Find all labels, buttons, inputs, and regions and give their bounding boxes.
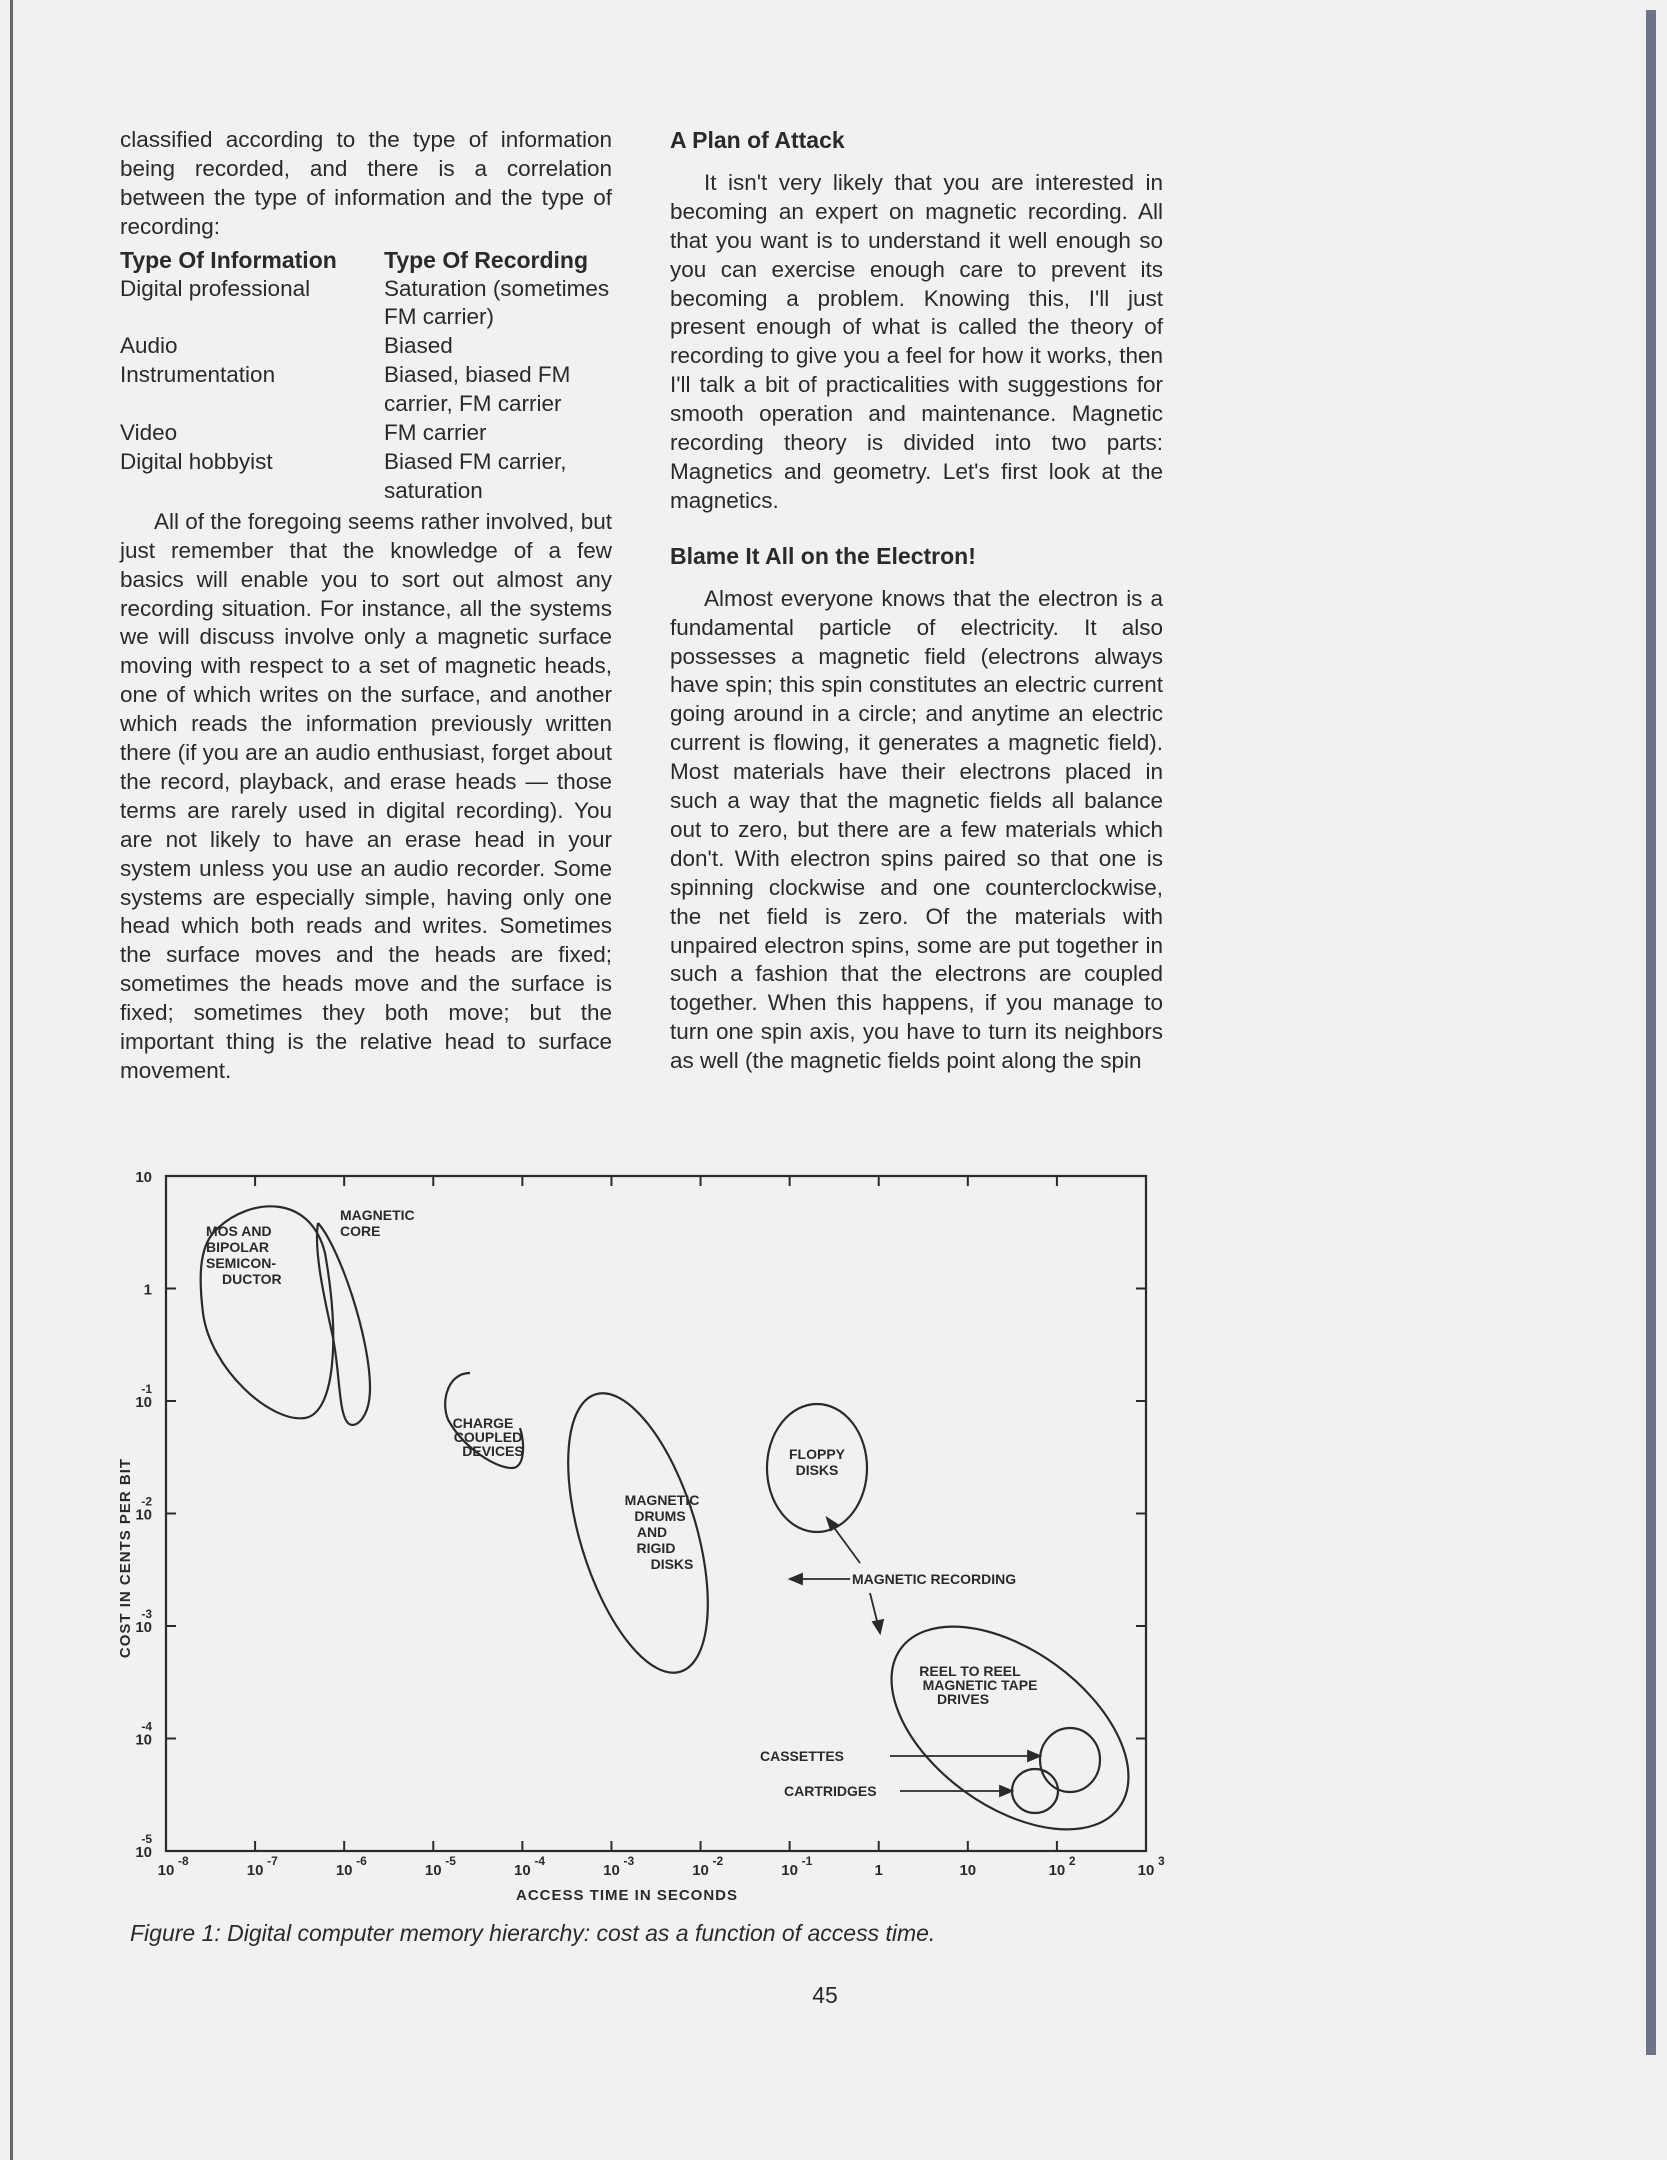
body-paragraph: It isn't very likely that you are interested in becoming an expert on magnetic recording. All that you want is to understand it well enough so you can exercise enough care to prevent its becoming a problem. Knowing this, I'll just present enough of what is called the theory of recording to give you a feel for how it works, then I'll talk a bit of practicalities with suggestions for smooth operation and maintenance. Magnetic recording theory is divided into two parts: Magnetics and geometry. Let's first look at the magnetics. [670,169,1163,513]
label-drums: AND [636,1524,668,1540]
label-tape: DRIVES [936,1691,990,1707]
label-drums: MAGNETIC [624,1492,700,1508]
x-tick-label: 10 [1048,1862,1066,1879]
svg-text:DISKS [651,1556,694,1572]
label-drums: RIGID [636,1540,676,1556]
label-magnetic-recording: MAGNETIC RECORDING [852,1571,1017,1587]
x-tick-label: 10 [692,1862,709,1879]
svg-text:DEVICES [462,1443,523,1459]
svg-text:DUCTOR [222,1271,282,1287]
table-cell: Digital hobbyist [120,448,273,474]
label-cassettes: CASSETTES [760,1748,845,1764]
label-drums: DRUMS [634,1508,686,1524]
y-tick-label: 1 [143,1281,152,1299]
label-ccd: COUPLED [453,1429,523,1445]
table-header-information: Type Of Information [120,246,337,273]
left-column [120,126,612,1086]
table-cell: Digital professional [120,275,311,301]
body-paragraph: Almost everyone knows that the electron is a fundamental particle of electricity. It also possesses a magnetic field (electrons always have spin; this spin constitutes an electric current going around in a circle; and anytime an electric current is flowing, it generates a magnetic field). Most materials have their electrons placed in such a way that the magnetic fields all balance out to zero, but there are a few materials which don't. With electron spins paired so that one is spinning clockwise and one counterclockwise, the net field is zero. Of the materials with unpaired electron spins, some are put together in such a fashion that the electrons are coupled together. When this happens, if you manage to turn one spin axis, you have to turn its neighbors as well (the magnetic fields point along the spin [670,585,1163,1074]
y-tick-label: 10 [135,1169,152,1186]
y-tick-exponent: -3 [141,1607,152,1621]
x-tick-exponent: -6 [356,1854,367,1868]
x-tick-label: 10 [335,1862,353,1879]
x-tick-label: 10 [603,1862,620,1879]
table-cell: Saturation (sometimes FM carrier) [384,275,610,330]
tape-drives-region [855,1586,1165,1871]
label-mos: DUCTOR [222,1271,282,1287]
label-ccd: DEVICES [462,1443,524,1459]
body-paragraph: All of the foregoing seems rather involved, but just remember that the knowledge of a few basics will enable you to sort out almost any recording situation. For instance, all the systems we will discuss involve only a magnetic surface moving with respect to a set of magnetic heads, one of which writes on the surface, and another which reads the information previously written there (if you are an audio enthusiast, forget about the record, playback, and erase heads — those terms are rarely used in digital recording). You are not likely to have an erase head in your system unless you use an audio recorder. Some systems are especially simple, having only one head which both reads and writes. Sometimes the surface moves and the heads are fixed; sometimes the heads move and the surface is fixed; sometimes they both move; but the important thing is the relative head to surface movement. [120,508,612,1083]
table-cell: Biased [384,333,453,359]
y-tick-exponent: -2 [141,1494,152,1509]
page-number: 45 [812,1982,838,2008]
table-cell: FM carrier [384,420,487,446]
table-cell: Audio [120,333,178,359]
x-tick-label: 10 [959,1862,977,1879]
right-column [670,126,1163,1076]
x-axis-label: ACCESS TIME IN SECONDS [515,1887,739,1904]
cartridges-region [1012,1769,1058,1813]
svg-text:MAGNETIC [340,1207,415,1223]
page-left-edge [10,0,13,2160]
label-cartridges: CARTRIDGES [784,1783,877,1799]
svg-text:MOS AND [206,1223,272,1239]
label-core: CORE [340,1223,381,1239]
svg-text:MAGNETIC [625,1492,700,1508]
y-tick-label: 10 [135,1506,152,1524]
svg-text:CORE [340,1223,380,1239]
label-mos: MOS AND [206,1223,272,1239]
arrowhead [873,1620,883,1633]
svg-text:DRIVES [937,1691,989,1707]
label-drums: DISKS [650,1556,694,1572]
x-tick-label: 10 [246,1862,264,1879]
arrowhead [1000,1786,1012,1796]
x-tick-exponent: 2 [1068,1854,1076,1868]
table-cell: Biased, biased FM carrier, FM carrier [384,362,571,417]
x-tick-label: 10 [781,1862,798,1879]
label-mos: SEMICON- [206,1255,276,1271]
y-tick-exponent: -1 [141,1382,152,1396]
cassettes-region [1040,1728,1100,1792]
x-tick-exponent: -2 [712,1854,724,1868]
x-tick-exponent: -1 [801,1854,813,1868]
section-heading: A Plan of Attack [670,127,845,153]
x-tick-exponent: -7 [267,1854,278,1868]
y-axis-label: COST IN CENTS PER BIT [117,1457,134,1659]
arrowhead [790,1574,802,1584]
figure-caption: Figure 1: Digital computer memory hierarchy: cost as a function of access time. [130,1920,936,1946]
svg-text:SEMICON- [206,1255,276,1271]
x-tick-exponent: -3 [623,1854,635,1868]
y-tick-exponent: -4 [141,1719,152,1734]
x-tick-label: 10 [157,1862,175,1879]
recording-type-table [120,246,612,506]
table-cell: Video [120,420,178,446]
label-core: MAGNETIC [340,1207,415,1223]
x-tick-exponent: 3 [1158,1854,1165,1868]
svg-text:DISKS [796,1462,839,1478]
label-tape: MAGNETIC TAPE [922,1677,1038,1693]
svg-text:DRUMS [634,1508,685,1524]
y-tick-label: 10 [135,1394,152,1411]
label-floppy: DISKS [795,1462,839,1478]
svg-text:RIGID [637,1540,676,1556]
x-tick-exponent: -8 [178,1854,189,1868]
x-tick-label: 1 [874,1862,883,1879]
table-cell: Biased FM carrier, saturation [384,448,567,503]
svg-text:FLOPPY [789,1446,846,1462]
x-tick-label: 10 [424,1862,442,1879]
label-ccd: CHARGE [452,1415,514,1431]
label-floppy: FLOPPY [788,1446,846,1462]
y-tick-label: 10 [135,1731,152,1749]
x-tick-exponent: -5 [445,1854,456,1868]
intro-text: classified according to the type of information being recorded, and there is a correlation between the type of information and the type of recording: [120,127,612,239]
section-heading: Blame It All on the Electron! [670,542,976,569]
y-tick-exponent: -5 [141,1832,152,1846]
x-tick-label: 10 [1137,1862,1155,1879]
table-cell: Instrumentation [120,362,276,388]
table-header-recording: Type Of Recording [384,246,589,273]
x-tick-label: 10 [514,1862,531,1879]
page-right-edge [1646,10,1656,2055]
x-tick-exponent: -4 [534,1854,546,1868]
label-tape: REEL TO REEL [919,1663,1021,1679]
svg-text:AND [637,1524,667,1540]
svg-text:BIPOLAR [206,1239,269,1255]
y-tick-label: 10 [135,1844,152,1861]
y-tick-label: 10 [135,1619,152,1636]
arrowhead [1028,1751,1040,1761]
figure-memory-hierarchy [100,1168,1180,1908]
label-mos: BIPOLAR [206,1239,269,1255]
